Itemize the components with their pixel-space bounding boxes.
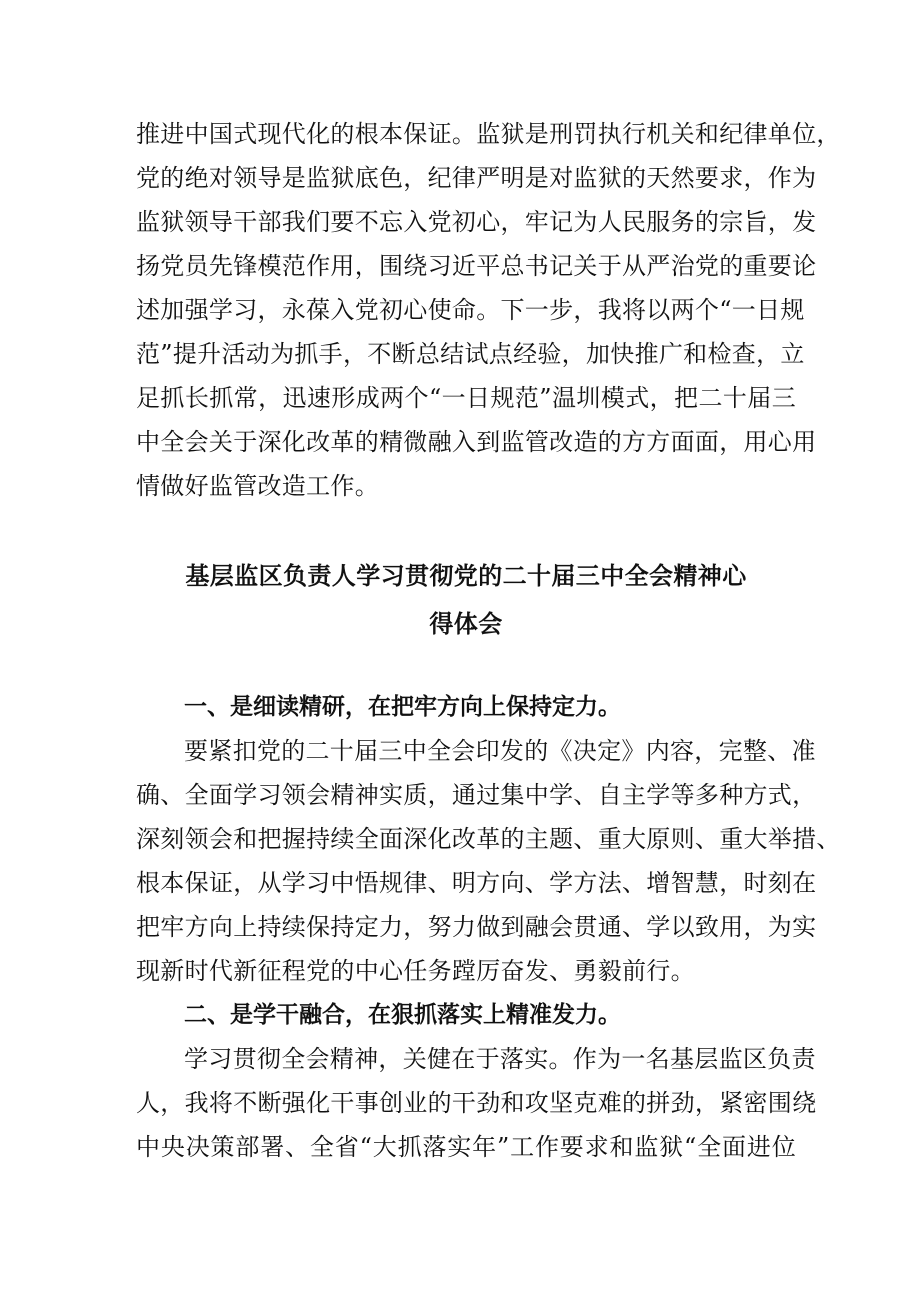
article-title-line-1: 基层监区负责人学习贯彻党的二十届三中全会精神心 bbox=[185, 562, 747, 590]
paragraph-line: 要紧扣党的二十届三中全会印发的《决定》内容，完整、准 bbox=[184, 737, 816, 765]
paragraph-line: 中全会关于深化改革的精微融入到监管改造的方方面面，用心用 bbox=[136, 428, 817, 456]
intro-paragraph bbox=[136, 112, 841, 508]
section-2 bbox=[136, 993, 817, 1169]
article-title-line-2: 得体会 bbox=[429, 610, 503, 638]
paragraph-line: 监狱领导干部我们要不忘入党初心，牢记为人民服务的宗旨，发 bbox=[136, 208, 817, 236]
paragraph-line: 中央决策部署、全省“大抓落实年”工作要求和监狱“全面进位 bbox=[136, 1133, 796, 1161]
paragraph-line: 把牢方向上持续保持定力，努力做到融会贯通、学以致用，为实 bbox=[136, 913, 817, 941]
paragraph-line: 推进中国式现代化的根本保证。监狱是刑罚执行机关和纪律单位， bbox=[136, 120, 841, 148]
paragraph-line: 学习贯彻全会精神，关健在于落实。作为一名基层监区负责 bbox=[184, 1045, 816, 1073]
paragraph-line: 党的绝对领导是监狱底色，纪律严明是对监狱的天然要求，作为 bbox=[136, 164, 817, 192]
paragraph-line: 情做好监管改造工作。 bbox=[136, 472, 379, 500]
paragraph-line: 范”提升活动为抓手，不断总结试点经验，加快推广和检查，立 bbox=[136, 340, 805, 368]
paragraph-line: 足抓长抓常，迅速形成两个“一日规范”温圳模式，把二十届三 bbox=[136, 384, 796, 412]
section-1 bbox=[136, 685, 841, 993]
paragraph-line: 深刻领会和把握持续全面深化改革的主题、重大原则、重大举措、 bbox=[136, 825, 841, 853]
paragraph-line: 扬党员先锋模范作用，围绕习近平总书记关于从严治党的重要论 bbox=[136, 252, 817, 280]
article-title bbox=[136, 552, 796, 648]
section-heading: 一、是细读精研，在把牢方向上保持定力。 bbox=[184, 694, 621, 720]
paragraph-line: 述加强学习，永葆入党初心使命。下一步，我将以两个“一日规 bbox=[136, 296, 805, 324]
paragraph-line: 确、全面学习领会精神实质，通过集中学、自主学等多种方式， bbox=[136, 781, 817, 809]
section-heading: 二、是学干融合，在狠抓落实上精准发力。 bbox=[184, 1002, 621, 1028]
paragraph-line: 现新时代新征程党的中心任务蹚厉奋发、勇毅前行。 bbox=[136, 957, 695, 985]
paragraph-line: 根本保证，从学习中悟规律、明方向、学方法、增智慧，时刻在 bbox=[136, 869, 817, 897]
paragraph-line: 人，我将不断强化干事创业的干劲和攻坚克难的拼劲，紧密围绕 bbox=[136, 1089, 817, 1117]
